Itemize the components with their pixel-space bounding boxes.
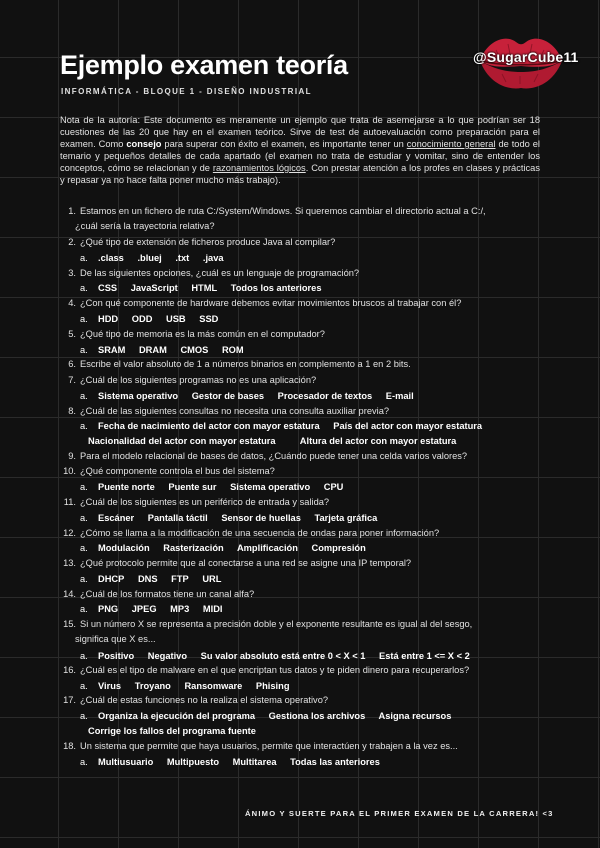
answer-option: Modulación — [98, 543, 150, 553]
question-number: 6. — [68, 359, 76, 369]
question-10 — [60, 465, 275, 477]
answer-options — [80, 756, 391, 768]
answer-option: País del actor con mayor estatura — [333, 421, 483, 431]
question-number: 13. — [63, 558, 76, 568]
question-text-continued: significa que X es... — [75, 634, 156, 644]
question-text: ¿Cuál de las siguientes consultas no necesita una consulta auxiliar previa? — [80, 406, 390, 416]
answer-marker: a. — [80, 711, 88, 721]
answer-marker: a. — [80, 604, 88, 614]
question-13 — [60, 557, 411, 569]
answer-option: SRAM — [98, 345, 126, 355]
question-12 — [60, 527, 439, 539]
question-8 — [60, 405, 389, 417]
question-text-continued: ¿cuál sería la trayectoria relativa? — [75, 221, 215, 231]
answer-option: MIDI — [202, 604, 223, 614]
answer-option: Puente norte — [98, 482, 155, 492]
answer-marker: a. — [80, 513, 88, 523]
answer-option: Altura del actor con mayor estatura — [299, 436, 457, 446]
answer-option: Sensor de huellas — [221, 513, 301, 523]
answer-options-continued — [88, 725, 278, 737]
question-number: 3. — [68, 268, 76, 278]
answer-option: Escáner — [98, 513, 135, 523]
answer-marker: a. — [80, 757, 88, 767]
answer-option: HTML — [191, 283, 218, 293]
answer-option: Multipuesto — [166, 757, 220, 767]
answer-marker: a. — [80, 681, 88, 691]
intro-paragraph: Nota de la autoría: Este documento es meramente un ejemplo que trata de asemejarse a lo que podrían ser 18 cuestiones de las 20 que hay en el examen teórico. Sirve de test de autoevaluación como preparación para el examen. Como consejo para superar con éxito el examen, es importante tener un conocimiento general de todo el temario y pequeños detalles de cada apartado (el examen no trata de estudiar y vomitar, sino de entender los conceptos, cómo se relacionan y de razonamientos lógicos. Con prestar atención a los profes en clases y prácticas y repasar ya no hace falta poner mucho más trabajo). — [60, 115, 540, 185]
author-handle: @SugarCube11 — [473, 49, 579, 65]
question-text: ¿Cuál es el tipo de malware en el que encriptan tus datos y te piden dinero para recuperarlos? — [80, 665, 470, 675]
answer-option: Está entre 1 <= X < 2 — [379, 651, 470, 661]
question-text: ¿Qué tipo de extensión de ficheros produce Java al compilar? — [80, 237, 336, 247]
question-number: 5. — [68, 329, 76, 339]
answer-option: .java — [202, 253, 224, 263]
answer-options — [80, 680, 301, 692]
question-number: 1. — [68, 206, 76, 216]
answer-option: JavaScript — [130, 283, 178, 293]
answer-option: SSD — [199, 314, 219, 324]
answer-options — [80, 481, 354, 493]
answer-options — [80, 420, 493, 432]
answer-options — [80, 313, 229, 325]
answer-options — [80, 344, 255, 356]
answer-marker: a. — [80, 314, 88, 324]
question-16 — [60, 664, 469, 676]
answer-option: Ransomware — [184, 681, 243, 691]
answer-option: Negativo — [147, 651, 188, 661]
answer-option: Organiza la ejecución del programa — [98, 711, 256, 721]
answer-marker: a. — [80, 283, 88, 293]
question-number: 12. — [63, 528, 76, 538]
answer-option: Sistema operativo — [98, 391, 179, 401]
answer-option: DNS — [137, 574, 158, 584]
answer-option: Todos los anteriores — [230, 283, 322, 293]
answer-options — [80, 512, 388, 524]
question-text: ¿Cuál de estas funciones no la realiza el sistema operativo? — [80, 695, 329, 705]
question-4 — [60, 297, 461, 309]
answer-marker: a. — [80, 543, 88, 553]
answer-option: Rasterización — [163, 543, 224, 553]
question-7 — [60, 374, 316, 386]
question-number: 10. — [63, 466, 76, 476]
question-18 — [60, 740, 458, 752]
question-11 — [60, 496, 329, 508]
question-number: 16. — [63, 665, 76, 675]
question-number: 18. — [63, 741, 76, 751]
question-9 — [60, 450, 467, 462]
answer-option: USB — [166, 314, 186, 324]
answer-option: Fecha de nacimiento del actor con mayor estatura — [98, 421, 320, 431]
answer-marker: a. — [80, 482, 88, 492]
page-subtitle: INFORMÁTICA - BLOQUE 1 - DISEÑO INDUSTRIAL — [61, 87, 312, 96]
answer-option: Sistema operativo — [230, 482, 311, 492]
answer-options — [80, 573, 232, 585]
question-5 — [60, 328, 325, 340]
answer-options — [80, 542, 377, 554]
answer-options — [80, 603, 234, 615]
question-text: ¿Qué protocolo permite que al conectarse a una red se asigne una IP temporal? — [80, 558, 412, 568]
question-text: Si un número X se representa a precisión doble y el exponente resultante es igual al del sesgo, — [80, 619, 473, 629]
answer-option: Procesador de textos — [277, 391, 373, 401]
question-number: 17. — [63, 695, 76, 705]
answer-option: Multiusuario — [98, 757, 154, 767]
footer-message: ÁNIMO Y SUERTE PARA EL PRIMER EXAMEN DE LA CARRERA! <3 — [245, 809, 554, 818]
question-number: 14. — [63, 589, 76, 599]
answer-option: DHCP — [98, 574, 125, 584]
answer-options — [80, 650, 481, 662]
question-number: 15. — [63, 619, 76, 629]
question-text: Para el modelo relacional de bases de datos, ¿Cuándo puede tener una celda varios valores? — [80, 451, 468, 461]
answer-options — [80, 252, 235, 264]
answer-option: Gestiona los archivos — [268, 711, 366, 721]
answer-option: Amplificación — [236, 543, 298, 553]
answer-option: .class — [98, 253, 124, 263]
question-15 — [60, 618, 472, 630]
answer-option: Virus — [98, 681, 122, 691]
question-text: Estamos en un fichero de ruta C:/System/Windows. Si queremos cambiar el directorio actual a C:/, — [80, 206, 486, 216]
answer-option: Pantalla táctil — [147, 513, 208, 523]
answer-option: MP3 — [170, 604, 190, 614]
question-text: ¿Cuál de los formatos tiene un canal alfa? — [80, 589, 255, 599]
answer-option: ROM — [221, 345, 244, 355]
question-6 — [60, 358, 411, 370]
answer-options — [80, 282, 333, 294]
answer-marker: a. — [80, 391, 88, 401]
question-text: ¿Cuál de los siguientes es un periférico de entrada y salida? — [80, 497, 330, 507]
answer-option: Puente sur — [168, 482, 217, 492]
answer-option: Phising — [255, 681, 290, 691]
answer-marker: a. — [80, 345, 88, 355]
answer-marker: a. — [80, 421, 88, 431]
answer-marker: a. — [80, 651, 88, 661]
question-2 — [60, 236, 335, 248]
answer-options — [80, 390, 425, 402]
answer-option: Gestor de bases — [191, 391, 265, 401]
answer-option: CPU — [323, 482, 344, 492]
question-text: De las siguientes opciones, ¿cuál es un lenguaje de programación? — [80, 268, 360, 278]
answer-option: Troyano — [134, 681, 171, 691]
question-text: ¿Qué componente controla el bus del sistema? — [80, 466, 275, 476]
answer-option: Tarjeta gráfica — [314, 513, 378, 523]
answer-option: Todas las anteriores — [290, 757, 380, 767]
answer-option: FTP — [171, 574, 189, 584]
question-number: 7. — [68, 375, 76, 385]
answer-options-continued — [88, 435, 478, 447]
answer-marker: a. — [80, 574, 88, 584]
question-number: 2. — [68, 237, 76, 247]
answer-option: Asigna recursos — [378, 711, 452, 721]
answer-options — [80, 710, 462, 722]
question-number: 11. — [63, 497, 76, 507]
question-14 — [60, 588, 254, 600]
answer-option: PNG — [98, 604, 119, 614]
answer-option: Su valor absoluto está entre 0 < X < 1 — [200, 651, 366, 661]
answer-option: DRAM — [138, 345, 167, 355]
question-text: ¿Cuál de los siguientes programas no es una aplicación? — [80, 375, 317, 385]
answer-option: URL — [202, 574, 222, 584]
answer-option: CSS — [98, 283, 118, 293]
question-number: 4. — [68, 298, 76, 308]
question-1 — [60, 205, 486, 217]
answer-option: HDD — [98, 314, 119, 324]
question-text: Escribe el valor absoluto de 1 a números binarios en complemento a 1 en 2 bits. — [80, 359, 411, 369]
answer-option: .txt — [175, 253, 190, 263]
answer-option: E-mail — [385, 391, 414, 401]
question-text: ¿Con qué componente de hardware debemos evitar movimientos bruscos al trabajar con él? — [80, 298, 462, 308]
answer-option: Nacionalidad del actor con mayor estatura — [88, 436, 276, 446]
answer-option: CMOS — [180, 345, 209, 355]
question-number: 8. — [68, 406, 76, 416]
answer-marker: a. — [80, 253, 88, 263]
answer-option: Corrige los fallos del programa fuente — [88, 726, 256, 736]
question-number: 9. — [68, 451, 76, 461]
question-3 — [60, 267, 359, 279]
page-title: Ejemplo examen teoría — [60, 50, 348, 80]
answer-option: Compresión — [311, 543, 366, 553]
answer-option: Positivo — [98, 651, 135, 661]
answer-option: Multitarea — [232, 757, 277, 767]
answer-option: ODD — [131, 314, 153, 324]
question-17 — [60, 694, 328, 706]
answer-option: .bluej — [137, 253, 162, 263]
question-text: Un sistema que permite que haya usuarios, permite que interactúen y trabajen a la vez es... — [80, 741, 458, 751]
question-text: ¿Qué tipo de memoria es la más común en el computador? — [80, 329, 325, 339]
question-text: ¿Cómo se llama a la modificación de una secuencia de ondas para poner información? — [80, 528, 440, 538]
answer-option: JPEG — [131, 604, 157, 614]
